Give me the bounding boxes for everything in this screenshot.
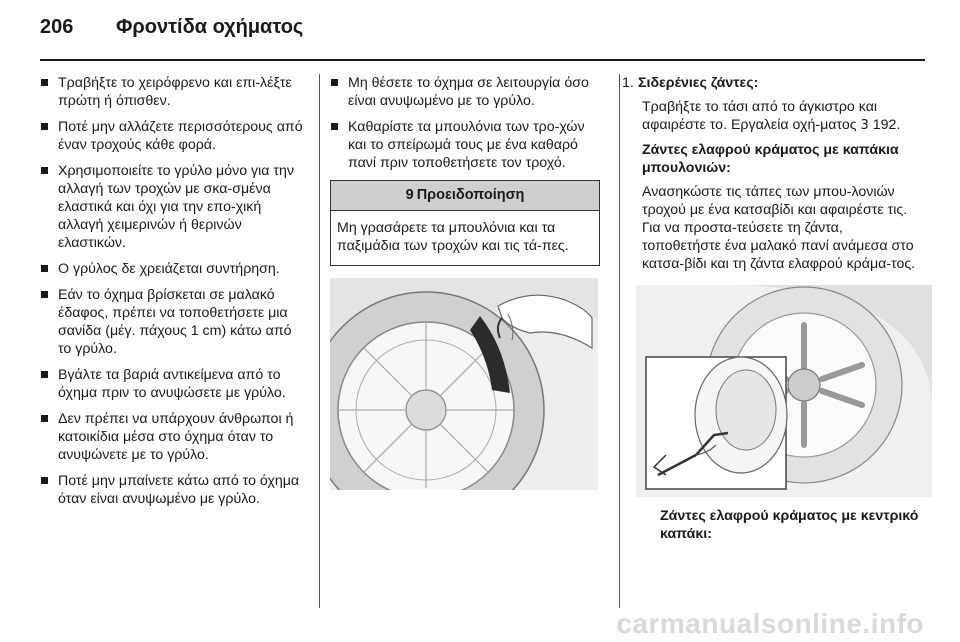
list-item: Καθαρίστε τα μπουλόνια των τρο-χών και το σπείρωμά τους με ένα καθαρό πανί πριν τοποθετήσετε τον τροχό. <box>330 118 602 172</box>
watermark: carmanualsonline.info <box>616 608 924 639</box>
page-header <box>0 0 960 62</box>
list-item: Δεν πρέπει να υπάρχουν άνθρωποι ή κατοικίδια μέσα στο όχημα όταν το ανυψώνετε με το γρύλο. <box>40 410 308 464</box>
bullet-list-middle <box>330 74 602 172</box>
warning-header <box>331 181 599 211</box>
warning-triangle-icon: 9 <box>405 187 414 203</box>
column-left <box>40 74 308 516</box>
warning-title: Προειδοποίηση <box>416 187 525 203</box>
list-item: Εάν το όχημα βρίσκεται σε μαλακό έδαφος, πρέπει να τοποθετήσετε μια σανίδα (μέγ. πάχους 1 cm) κάτω από το γρύλο. <box>40 286 308 358</box>
step-text <box>622 98 922 135</box>
illustration-caption: Ζάντες ελαφρού κράματος με κεντρικό καπάκι: <box>660 508 919 542</box>
page-title: Φροντίδα οχήματος <box>116 16 304 38</box>
list-item: Βγάλτε τα βαριά αντικείμενα από το όχημα πριν το ανυψώσετε με γρύλο. <box>40 366 308 402</box>
list-item: Τραβήξτε το χειρόφρενο και επι-λέξτε πρώτη ή όπισθεν. <box>40 74 308 110</box>
header-divider <box>40 59 925 61</box>
list-item: Μη θέσετε το όχημα σε λειτουργία όσο είναι ανυψωμένο με το γρύλο. <box>330 74 602 110</box>
page-reference-icon: 3 <box>860 118 869 133</box>
list-item: Ποτέ μην μπαίνετε κάτω από το όχημα όταν είναι ανυψωμένο με γρύλο. <box>40 472 308 508</box>
list-item: Χρησιμοποιείτε το γρύλο μόνο για την αλλαγή των τροχών με σκα-σμένα ελαστικά και όχι για την επο-χική αλλαγή χειμερινών ή θερινών ελαστικών. <box>40 162 308 252</box>
column-divider-1 <box>319 74 320 608</box>
hubcap-removal-illustration <box>330 278 598 490</box>
step-body: Τραβήξτε το τάσι από το άγκιστρο και αφαιρέστε το. Εργαλεία οχή-ματος <box>642 99 878 133</box>
page-number: 206 <box>40 16 74 38</box>
column-middle <box>330 74 602 490</box>
numbered-step-1 <box>622 74 922 92</box>
list-item: Ποτέ μην αλλάζετε περισσότερους από έναν τροχούς κάθε φορά. <box>40 118 308 154</box>
column-right <box>622 74 922 543</box>
page-reference: 192. <box>872 117 901 133</box>
step-number: 1. <box>622 75 634 91</box>
step-title: Σιδερένιες ζάντες: <box>638 75 759 91</box>
alloy-cap-illustration <box>636 285 932 497</box>
bullet-list-left <box>40 74 308 508</box>
warning-box <box>330 180 600 266</box>
alloy-subheading: Ζάντες ελαφρού κράματος με καπάκια μπουλονιών: <box>642 142 899 176</box>
warning-text: Μη γρασάρετε τα μπουλόνια και τα παξιμάδια των τροχών και τις τά-πες. <box>337 220 569 254</box>
list-item: Ο γρύλος δε χρειάζεται συντήρηση. <box>40 260 308 278</box>
alloy-paragraph: Ανασηκώστε τις τάπες των μπου-λονιών τροχού με ένα κατσαβίδι και αφαιρέστε τις. Για να προστα-τεύσετε τη ζάντα, τοποθετήστε ένα μαλακό πανί ανάμεσα στο κατσα-βίδι και τη ζάντα ελαφρού κράμα-τος. <box>642 184 916 272</box>
column-divider-2 <box>619 74 620 608</box>
